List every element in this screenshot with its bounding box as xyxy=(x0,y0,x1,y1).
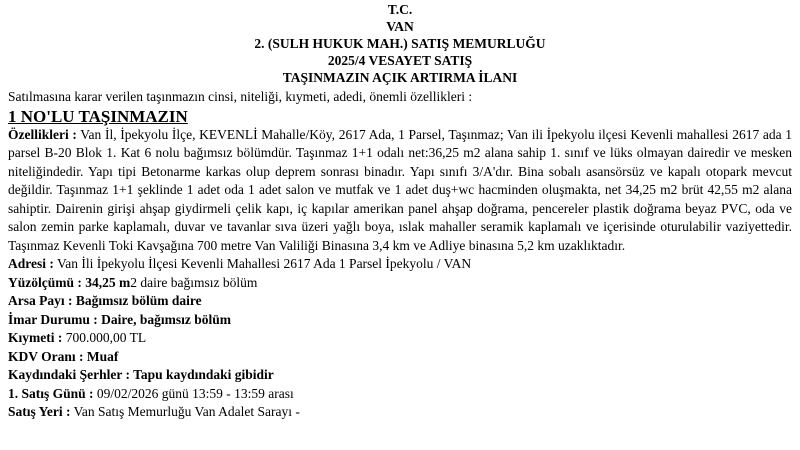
adresi-label: Adresi : xyxy=(8,256,54,271)
ozellikleri-label: Özellikleri : xyxy=(8,126,77,142)
adresi-value: Van İli İpekyolu İlçesi Kevenli Mahallesi 2617 Ada 1 Parsel İpekyolu / VAN xyxy=(53,256,472,271)
header-tc: T.C. xyxy=(387,2,413,17)
kiymeti-line xyxy=(8,329,792,348)
header-city: VAN xyxy=(386,19,414,34)
yuzolcumu-value: 2 daire bağımsız bölüm xyxy=(130,274,258,290)
kayitli-serhler-line: Kaydındaki Şerhler : Tapu kaydındaki gibidir xyxy=(8,367,274,382)
satis-gunu-line xyxy=(8,385,792,404)
imar-durumu-line: İmar Durumu : Daire, bağımsız bölüm xyxy=(8,311,232,327)
yuzolcumu-line xyxy=(8,274,792,293)
yuzolcumu-label: Yüzölçümü : xyxy=(8,274,82,290)
kiymeti-value: 700.000,00 TL xyxy=(62,330,147,345)
intro-text: Satılmasına karar verilen taşınmazın cinsi, niteliği, kıymeti, adedi, önemli özellikleri : xyxy=(8,89,473,104)
header-office: 2. (SULH HUKUK MAH.) SATIŞ MEMURLUĞU xyxy=(254,36,546,51)
satis-yeri-label: Satış Yeri : xyxy=(8,404,71,419)
arsa-payi-line: Arsa Payı : Bağımsız bölüm daire xyxy=(8,293,202,308)
adresi-line xyxy=(8,255,792,274)
header-notice-title: TAŞINMAZIN AÇIK ARTIRMA İLANI xyxy=(282,70,518,85)
satis-yeri-line xyxy=(8,403,792,422)
ozellikleri-paragraph xyxy=(8,126,792,256)
header-file-no: 2025/4 VESAYET SATIŞ xyxy=(327,53,473,68)
kdv-orani-line: KDV Oranı : Muaf xyxy=(8,348,119,364)
section-title: 1 NO'LU TAŞINMAZIN xyxy=(8,106,188,126)
satis-yeri-value: Van Satış Memurluğu Van Adalet Sarayı - xyxy=(70,404,300,419)
kiymeti-label: Kıymeti : xyxy=(8,330,63,345)
yuzolcumu-area: 34,25 m xyxy=(81,274,131,290)
satis-gunu-label: 1. Satış Günü : xyxy=(8,385,94,401)
ozellikleri-value: Van İl, İpekyolu İlçe, KEVENLİ Mahalle/Köy, 2617 Ada, 1 Parsel, Taşınmaz; Van ili İpekyolu ilçesi Kevenli mahallesi 2617 ada 1 parsel B-20 Blok 1. Kat 6 nolu bağımsız bölümdür. Taşınmaz 1+1 odalı net:36,25 m2 alana sahip 1. sınıf ve lüks olmayan dairedir ve mesken niteliğindedir. Yapı tipi Betonarme karkas olup deprem sonrası binadır. Yapı sınıfı 3/A'dır. Bina sobalı asansörsüz ve kapalı otopark mevcut değildir. Taşınmaz 1+1 şeklinde 1 adet oda 1 adet salon ve mutfak ve 1 adet duş+wc hacminden oluşmakta, net 34,25 m2 brüt 42,55 m2 alana sahiptir. Dairenin girişi ahşap giydirmeli çelik kapı, iç kapılar amerikan panel ahşap doğrama, pencereler plastik doğrama beyaz PVC, oda ve salon zemin parke kaplamalı, duvar ve tavanlar sıva üzeri yağlı boya, ıslak mahaller seramik kaplamalı ve içerisinde oturulabilir vaziyettedir. Taşınmaz Kevenli Toki Kavşağına 700 metre Van Valiliği Binasına 3,4 km ve Adliye binasına 5,2 km uzaklıktadır. xyxy=(8,126,792,253)
satis-gunu-value: 09/02/2026 günü 13:59 - 13:59 arası xyxy=(93,385,294,401)
